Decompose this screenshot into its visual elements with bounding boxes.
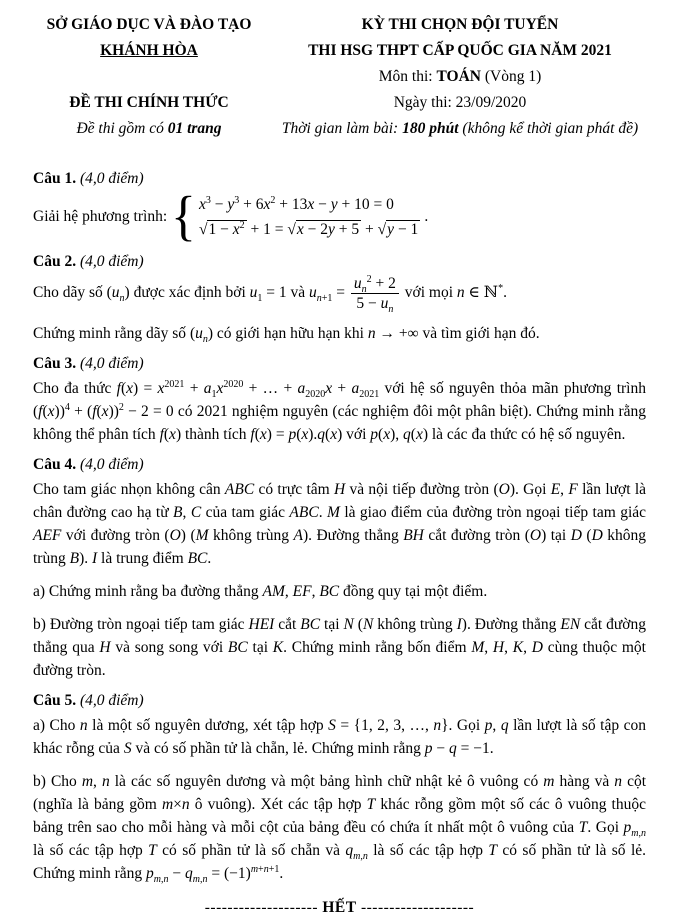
question-paragraph: b) Cho m, n là các số nguyên dương và một bảng hình chữ nhật kẻ ô vuông có m hàng và n cột (nghĩa là bảng gồm m×n ô vuông). Xét các tập hợp T khác rỗng gồm một số các ô vuông thuộc bảng trên sao cho mỗi hàng và mỗi cột của bảng đều có chứa ít nhất một ô vuông của T. Gọi $p_{m,n}$ là số các tập hợp T có số phần tử là số chẵn và $q_{m,n}$ là số các tập hợp T có số phần tử là số lẻ. Chứng minh rằng $p_{m,n} - q_{m,n} = (-1)^{m+n+1}$. (33, 773, 647, 886)
question-paragraph: Cho tam giác nhọn không cân ABC có trực tâm H và nội tiếp đường tròn (O). Gọi E, F lần lượt là chân đường cao hạ từ B, C của tam giác ABC. M là giao điểm của đường tròn ngoại tiếp tam giác AEF với đường tròn (O) (M không trùng A). Đường thẳng BH cắt đường tròn (O) tại D (D không trùng B). I là trung điểm BC. (33, 481, 647, 567)
question-paragraph: Cho dãy số $(u_n)$ được xác định bởi $u_1 = 1$ và $u_{n+1}$ = $\frac{u_n^2 + 2}{5 - u_n}$ với mọi n ∈ ℕ*. (33, 273, 507, 316)
subject-line: Môn thi: TOÁN (Vòng 1) (378, 68, 542, 85)
exam-duration: Thời gian làm bài: 180 phút (không kể thời gian phát đề) (281, 120, 639, 137)
question-points: (4,0 điểm) (76, 355, 144, 372)
header-left-column (33, 12, 265, 142)
exam-title-line1: KỲ THI CHỌN ĐỘI TUYỂN (361, 16, 559, 33)
equation-system: { $x^3 - y^3 + 6x^2 + 13x - y + 10 = 0$ $√1 - x^2 + 1 = √x - 2y + 5 + √y - 1$ (171, 186, 419, 247)
exam-date: Ngày thi: 23/09/2020 (393, 94, 527, 111)
question-paragraph: a) Cho n là một số nguyên dương, xét tập hợp S = {1, 2, 3, …, n}. Gọi p, q lần lượt là số tập con khác rỗng của S và có số phần tử là chẵn, lẻ. Chứng minh rằng p − q = −1. (33, 717, 646, 757)
question-label: Câu 1. (33, 170, 77, 187)
question-block (33, 355, 646, 446)
question-block (33, 456, 646, 682)
question-label: Câu 4. (33, 456, 77, 473)
questions (33, 170, 646, 885)
system-brace: { (171, 186, 196, 247)
exam-header (33, 12, 646, 142)
exam-title-line2: THI HSG THPT CẤP QUỐC GIA NĂM 2021 (308, 42, 612, 59)
question-block (33, 692, 646, 885)
question-heading (33, 253, 646, 271)
header-right-column (274, 12, 646, 142)
question-heading (33, 355, 646, 373)
question-heading (33, 456, 646, 474)
question-points: (4,0 điểm) (76, 692, 144, 709)
department-name: SỞ GIÁO DỤC VÀ ĐÀO TẠO (46, 16, 252, 33)
question-paragraph: Giải hệ phương trình: { $x^3 - y^3 + 6x^2 + 13x - y + 10 = 0$ $√1 - x^2 + 1 = √x - 2y + 5 + √y - 1$ . (33, 186, 429, 247)
question-paragraph: b) Đường tròn ngoại tiếp tam giác HEI cắt BC tại N (N không trùng I). Đường thẳng EN cắt đường thẳng qua H và song song với BC tại K. Chứng minh rằng bốn điểm M, H, K, D cùng thuộc một đường tròn. (33, 616, 646, 679)
question-points: (4,0 điểm) (76, 253, 144, 270)
recurrence-fraction: $\frac{u_n^2 + 2}{5 - u_n}$ (351, 275, 399, 312)
question-label: Câu 5. (33, 692, 77, 709)
question-label: Câu 3. (33, 355, 77, 372)
question-points: (4,0 điểm) (76, 170, 144, 187)
question-paragraph: a) Chứng minh rằng ba đường thẳng AM, EF, BC đồng quy tại một điểm. (33, 583, 488, 600)
question-heading (33, 170, 646, 188)
question-block (33, 170, 646, 247)
page-count-note: Đề thi gồm có 01 trang (76, 120, 222, 137)
question-paragraph: Chứng minh rằng dãy số $(u_n)$ có giới hạn hữu hạn khi n → +∞ và tìm giới hạn đó. (33, 325, 540, 346)
province-name: KHÁNH HÒA (100, 42, 198, 59)
official-exam-label: ĐỀ THI CHÍNH THỨC (69, 94, 229, 111)
question-heading (33, 692, 646, 710)
question-points: (4,0 điểm) (76, 456, 144, 473)
footer-het: -------------------- HẾT -------------------- (204, 899, 475, 916)
question-paragraph: Cho đa thức $f(x) = x^{2021} + a_1x^{2020}$ + … + $a_{2020}x + a_{2021}$ với hệ số nguyên thỏa mãn phương trình $(f(x))^4 + (f(x))^2 - 2 = 0$ có 2021 nghiệm nguyên (các nghiệm đôi một phân biệt). Chứng minh rằng không thể phân tích f(x) thành tích f(x) = p(x).q(x) với p(x), q(x) là các đa thức có hệ số nguyên. (33, 378, 647, 443)
question-label: Câu 2. (33, 253, 77, 270)
question-block (33, 253, 646, 345)
